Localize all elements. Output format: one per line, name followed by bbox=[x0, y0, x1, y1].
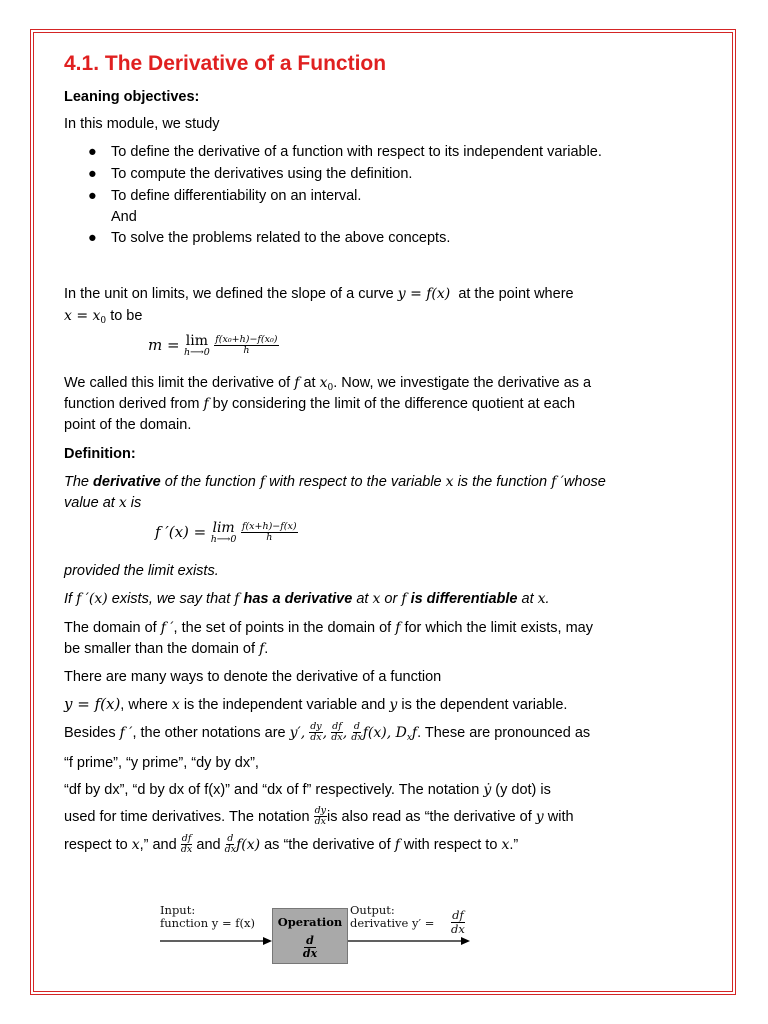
diagram-output-label: Output: bbox=[350, 903, 395, 917]
arrow-right-icon bbox=[461, 937, 470, 945]
definition-line2: value at x is bbox=[64, 495, 142, 511]
objective-item: To define the derivative of a function with respect to its independent variable. bbox=[111, 144, 602, 160]
diagram-input-label: Input: bbox=[160, 903, 196, 917]
operation-fraction: $\frac{d}{dx}$ bbox=[302, 934, 318, 961]
objective-connector: And bbox=[111, 209, 137, 225]
para-slope: In the unit on limits, we defined the slope of a curve y = f(x) at the point where bbox=[64, 286, 574, 302]
math-expr: y = f(x) bbox=[397, 286, 451, 302]
operation-diagram bbox=[158, 898, 478, 964]
notations-line2: “f prime”, “y prime”, “dy by dx”, bbox=[64, 755, 259, 771]
notations-line4: used for time derivatives. The notation $\frac{dy}{dx}$ is also read as “the derivative of y with bbox=[64, 805, 574, 828]
operation-label: Operation bbox=[277, 915, 343, 929]
diagram-output-text: derivative y′ = bbox=[350, 916, 435, 930]
notation-intro: There are many ways to denote the derivative of a function bbox=[64, 669, 442, 685]
para-derivative-line2: function derived from f by considering the limit of the difference quotient at each bbox=[64, 396, 576, 412]
bullet-icon: ● bbox=[88, 166, 97, 182]
section-title: 4.1. The Derivative of a Function bbox=[64, 52, 387, 75]
notations-line5: respect to x,” and $\frac{df}{dx}$ and $\frac{d}{dx}$ f(x) as “the derivative of f with respect to x.” bbox=[64, 833, 519, 856]
objective-item: To compute the derivatives using the definition. bbox=[111, 166, 413, 182]
objective-item: To solve the problems related to the above concepts. bbox=[111, 230, 451, 246]
notations-line1: Besides f ′, the other notations are y′, $\frac{dy}{dx}$ , $\frac{df}{dx}$ , $\frac{d}{dx}$ f(x), $D_xf$. These are pronounced as bbox=[64, 721, 591, 744]
arrow-right-icon bbox=[263, 937, 272, 945]
slope-formula: m = lim h⟶0 $\frac{\text{f(x₀+h)−f(x₀)}}{h}$ bbox=[148, 333, 278, 358]
diagram-arrows bbox=[158, 898, 478, 964]
domain-line2: be smaller than the domain of f. bbox=[64, 641, 269, 657]
para-derivative: We called this limit the derivative of f at $x_0$. Now, we investigate the derivative as a bbox=[64, 375, 592, 393]
para-derivative-line3: point of the domain. bbox=[64, 417, 192, 433]
objective-item: To define differentiability on an interval. bbox=[111, 188, 362, 204]
notation-line2: y = f(x), where x is the independent variable and y is the dependent variable. bbox=[64, 695, 568, 713]
bullet-icon: ● bbox=[88, 188, 97, 204]
bullet-icon: ● bbox=[88, 144, 97, 160]
definition-proviso: provided the limit exists. bbox=[64, 563, 219, 579]
para-slope-line2: $x = x_0$ to be bbox=[64, 308, 143, 326]
diagram-output-fraction: df dx bbox=[451, 908, 465, 936]
bullet-icon: ● bbox=[88, 230, 97, 246]
objectives-heading: Leaning objectives: bbox=[64, 89, 200, 105]
definition-heading: Definition: bbox=[64, 446, 136, 462]
objectives-intro: In this module, we study bbox=[64, 116, 220, 132]
derivative-formula: f ′(x) = lim h⟶0 $\frac{f(x+h)-f(x)}{h}$ bbox=[155, 520, 297, 545]
domain-line1: The domain of f ′, the set of points in the domain of f for which the limit exists, may bbox=[64, 620, 593, 636]
definition-differentiable: If f ′(x) exists, we say that f has a derivative at x or f is differentiable at x. bbox=[64, 591, 550, 607]
notations-line3: “df by dx”, “d by dx of f(x)” and “dx of f” respectively. The notation ẏ (y dot) is bbox=[64, 782, 551, 798]
definition-line1: The derivative of the function f with respect to the variable x is the function f ′whose bbox=[64, 474, 606, 490]
diagram-input-text: function y = f(x) bbox=[160, 916, 255, 930]
